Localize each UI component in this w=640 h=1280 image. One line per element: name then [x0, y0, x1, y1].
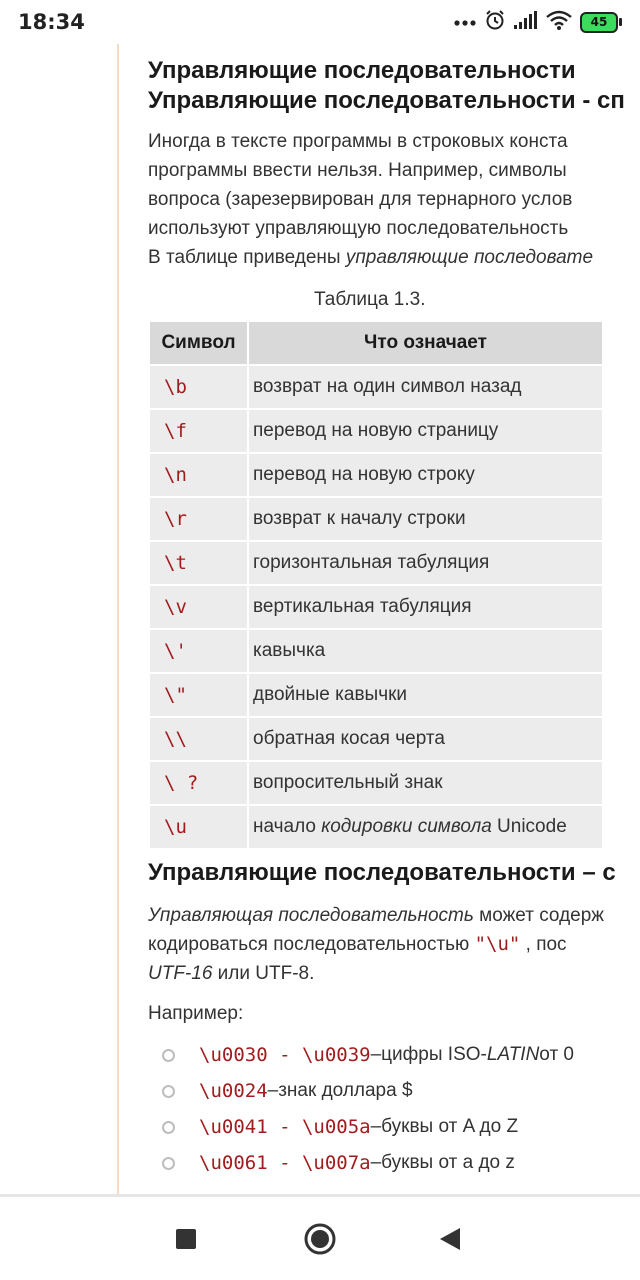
home-circle-icon — [303, 1222, 337, 1256]
unicode-line: Управляющая последовательность может содерж — [148, 905, 605, 926]
symbol-cell: \' — [149, 629, 248, 673]
list-item: \u0041 - \u005a – буквы от A до Z — [148, 1109, 574, 1145]
inline-code: "\u" — [474, 933, 521, 955]
table-header-meaning: Что означает — [248, 321, 603, 365]
intro-line: программы ввести нельзя. Например, символы — [148, 160, 567, 181]
alarm-icon — [484, 9, 506, 36]
heading-unicode-sequences: Управляющие последовательности – с — [148, 859, 616, 886]
bullet-icon — [162, 1121, 175, 1134]
meaning-cell: кавычка — [248, 629, 603, 673]
meaning-cell: возврат к началу строки — [248, 497, 603, 541]
more-dots-icon — [454, 13, 476, 31]
table-row — [149, 497, 603, 541]
list-item: \u0030 - \u0039 – цифры ISO- LATIN от 0 — [148, 1037, 574, 1073]
heading-escape-sequences: Управляющие последовательности — [148, 57, 576, 84]
wifi-icon — [546, 10, 572, 35]
symbol-cell: \u — [149, 805, 248, 849]
unicode-line: UTF-16 или UTF-8. — [148, 963, 315, 984]
status-icons — [454, 10, 622, 34]
recents-square-icon — [175, 1228, 197, 1250]
table-row — [149, 761, 603, 805]
list-item: \u0061 - \u007a – буквы от a до z — [148, 1145, 574, 1181]
symbol-cell: \ ? — [149, 761, 248, 805]
table-caption: Таблица 1.3. — [314, 289, 426, 310]
heading-escape-sequences-sub: Управляющие последовательности - сп — [148, 87, 625, 114]
italic-term: кодировки символа — [321, 816, 492, 837]
table-header-symbol: Символ — [149, 321, 248, 365]
status-time: 18:34 — [18, 10, 85, 34]
symbol-cell: \\ — [149, 717, 248, 761]
symbol-cell: \v — [149, 585, 248, 629]
meaning-cell: горизонтальная табуляция — [248, 541, 603, 585]
meaning-cell: начало кодировки символа Unicode — [248, 805, 603, 849]
meaning-cell: перевод на новую страницу — [248, 409, 603, 453]
intro-line: вопроса (зарезервирован для тернарного услов — [148, 189, 573, 210]
table-row — [149, 453, 603, 497]
table-row — [149, 805, 603, 849]
content-area[interactable] — [0, 44, 640, 1194]
meaning-cell: перевод на новую строку — [248, 453, 603, 497]
example-label: Например: — [148, 1003, 244, 1024]
bullet-icon — [162, 1049, 175, 1062]
intro-line-last: В таблице приведены управляющие последовате — [148, 247, 594, 268]
recents-button[interactable] — [166, 1219, 206, 1259]
table-row — [149, 585, 603, 629]
meaning-cell: двойные кавычки — [248, 673, 603, 717]
table-row — [149, 717, 603, 761]
intro-line: Иногда в тексте программы в строковых конста — [148, 131, 568, 152]
symbol-cell: \b — [149, 365, 248, 409]
table-row — [149, 629, 603, 673]
home-button[interactable] — [300, 1219, 340, 1259]
meaning-cell: обратная косая черта — [248, 717, 603, 761]
battery-icon — [580, 12, 622, 33]
intro-paragraph — [148, 127, 593, 272]
table-row — [149, 673, 603, 717]
unicode-line: кодироваться последовательностью "\u" , пос — [148, 933, 567, 955]
symbol-cell: \" — [149, 673, 248, 717]
bullet-icon — [162, 1085, 175, 1098]
signal-icon — [514, 11, 538, 34]
intro-italic-term: управляющие последовате — [345, 247, 594, 268]
table-row — [149, 541, 603, 585]
table-row — [149, 409, 603, 453]
battery-level: 45 — [580, 12, 618, 33]
intro-line: используют управляющую последовательность — [148, 218, 569, 239]
back-triangle-icon — [438, 1227, 462, 1251]
table-row — [149, 365, 603, 409]
unicode-paragraph — [148, 901, 604, 988]
table-header-row — [149, 321, 603, 365]
status-bar — [0, 0, 640, 44]
left-rule — [117, 44, 119, 1194]
examples-list — [148, 1037, 574, 1181]
meaning-cell: вертикальная табуляция — [248, 585, 603, 629]
symbol-cell: \n — [149, 453, 248, 497]
navigation-bar — [0, 1194, 640, 1280]
meaning-cell: возврат на один символ назад — [248, 365, 603, 409]
symbol-cell: \r — [149, 497, 248, 541]
escape-table — [148, 320, 604, 850]
list-item: \u0024 – знак доллара $ — [148, 1073, 574, 1109]
symbol-cell: \f — [149, 409, 248, 453]
back-button[interactable] — [430, 1219, 470, 1259]
symbol-cell: \t — [149, 541, 248, 585]
bullet-icon — [162, 1157, 175, 1170]
meaning-cell: вопросительный знак — [248, 761, 603, 805]
